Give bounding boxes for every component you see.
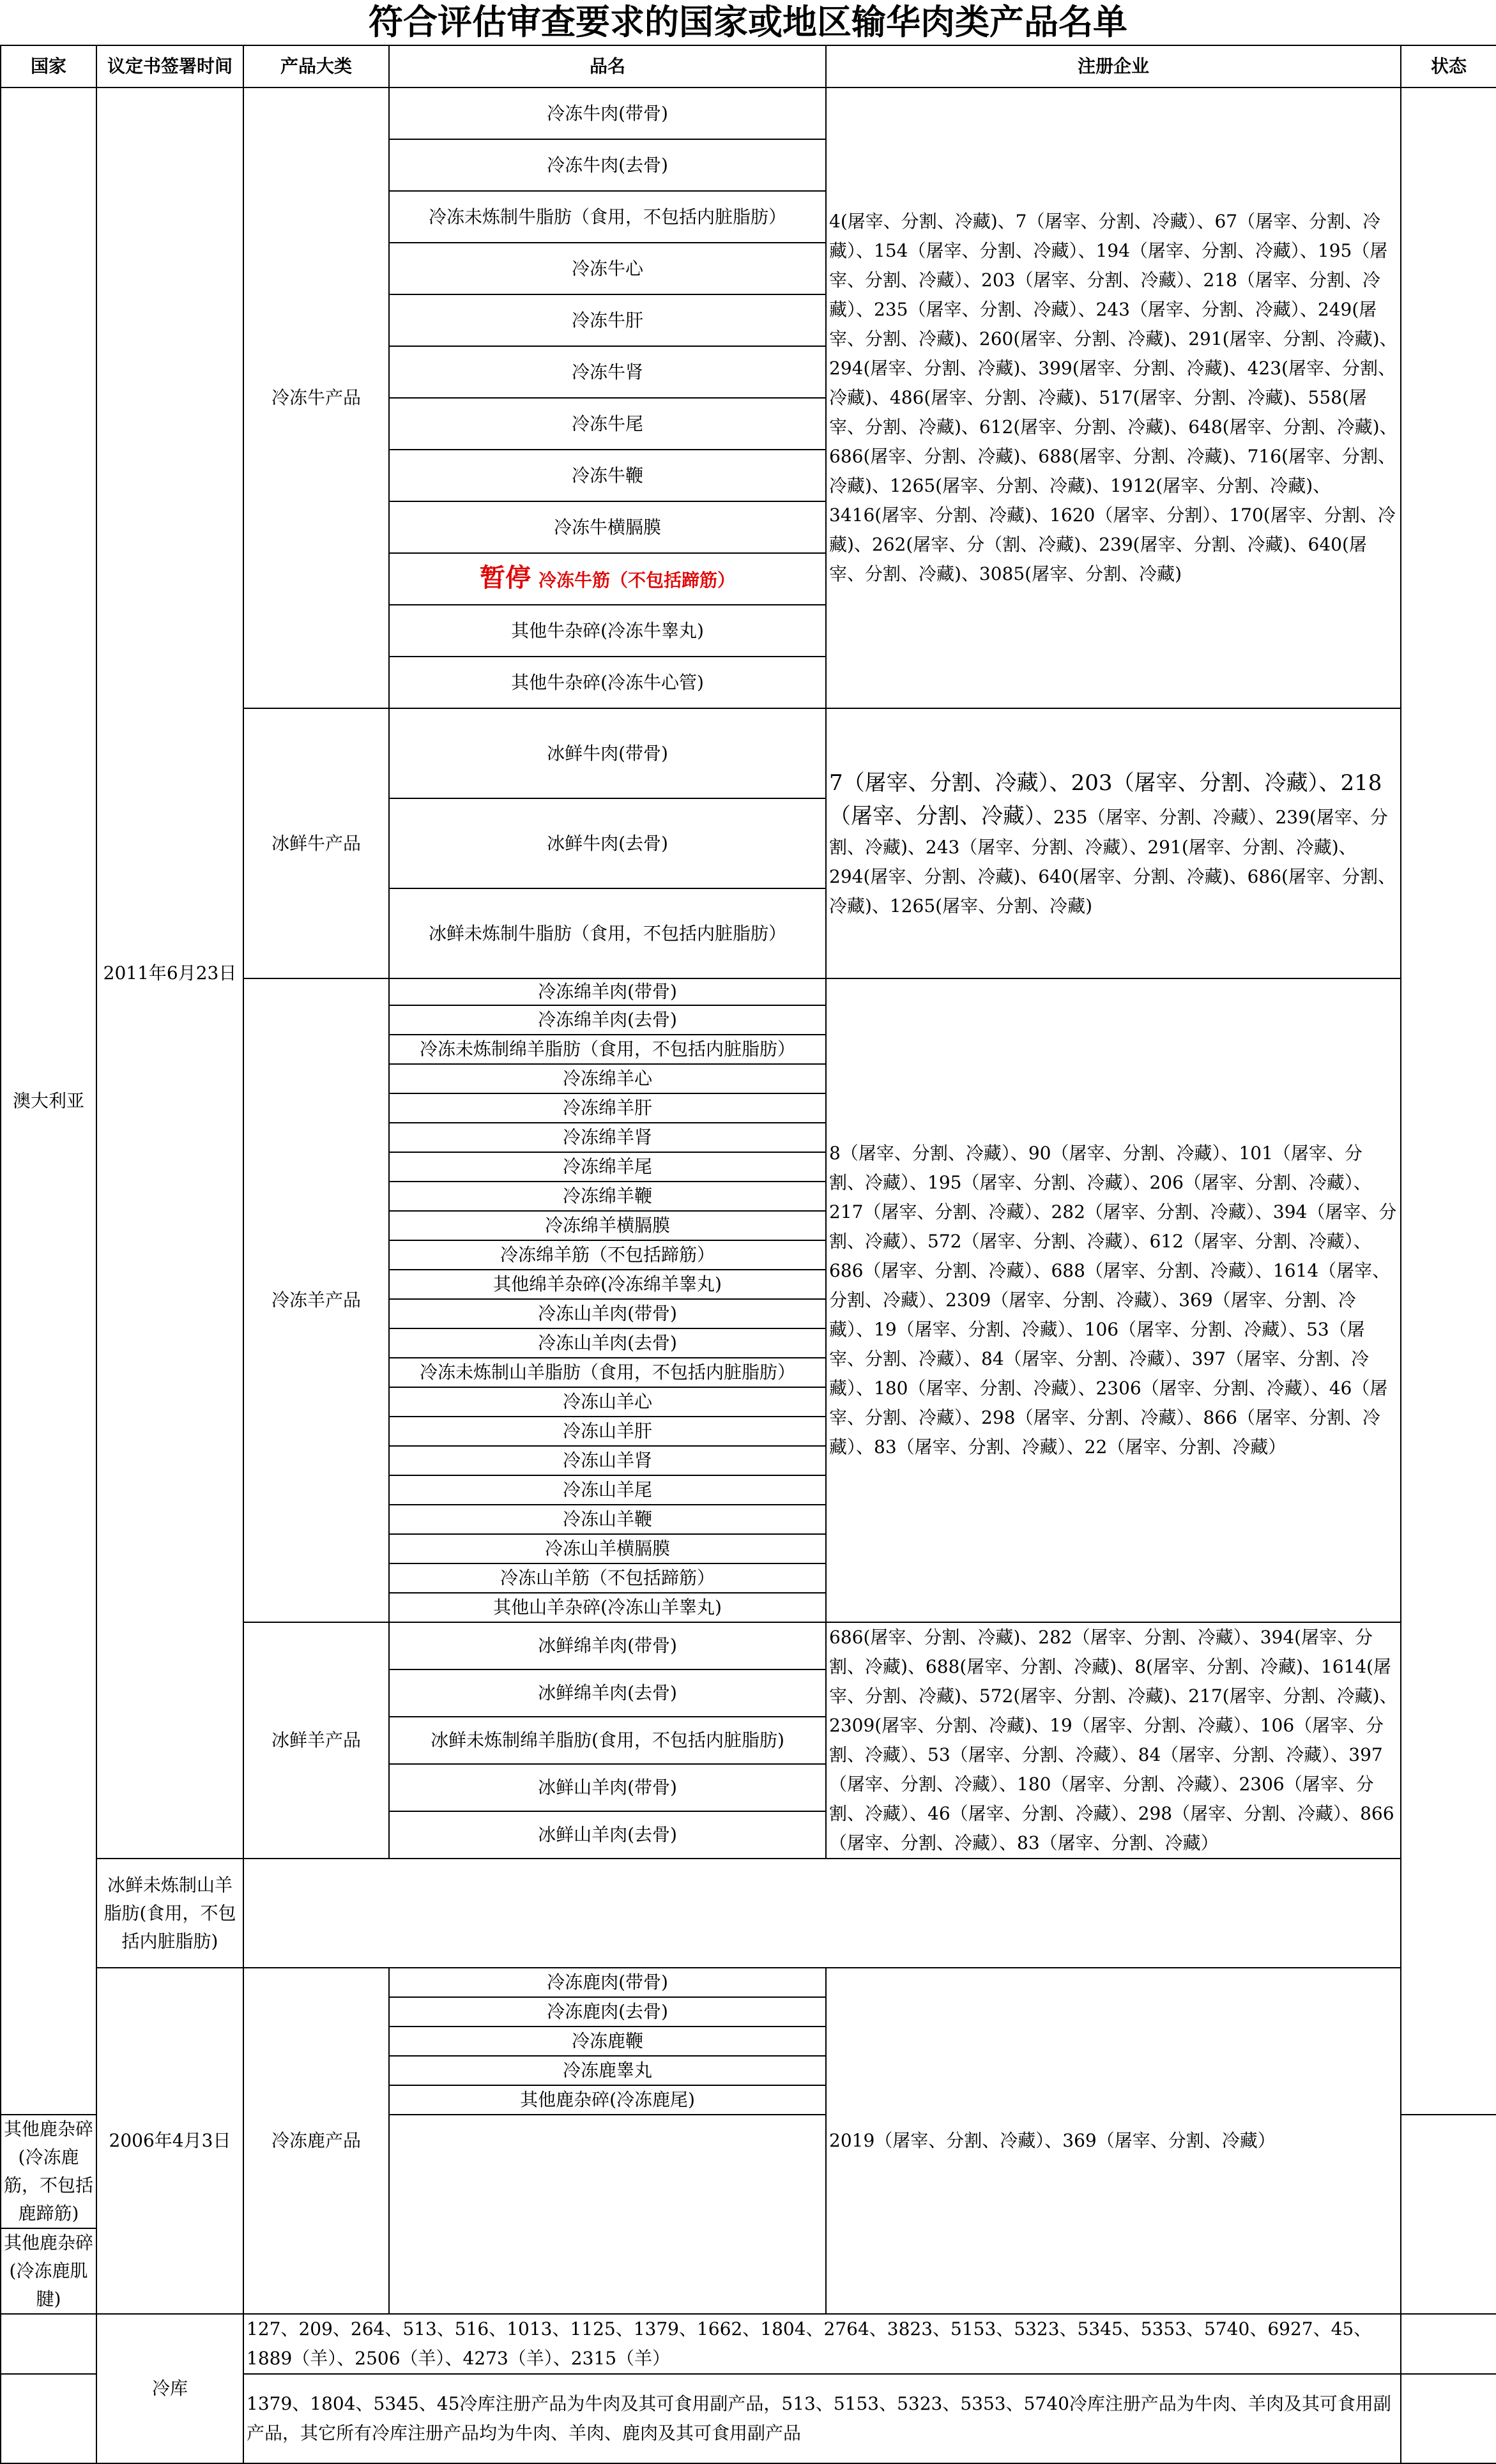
enterprise-list: 2019（屠宰、分割、冷藏）、369（屠宰、分割、冷藏）	[826, 1968, 1401, 2314]
product-name: 冷冻鹿肉(带骨)	[389, 1968, 826, 1997]
product-name: 冷冻牛肉(带骨)	[389, 87, 826, 139]
product-name: 冷冻未炼制山羊脂肪（食用，不包括内脏脂肪）	[389, 1358, 826, 1387]
product-name: 冷冻绵羊鞭	[389, 1182, 826, 1211]
product-name: 冰鲜牛肉(带骨)	[389, 708, 826, 798]
product-name: 冷冻牛心	[389, 243, 826, 294]
cold-storage-list: 127、209、264、513、516、1013、1125、1379、1662、1804、2764、3823、5153、5323、5345、5353、5740、6927、45、1889（羊）、2506（羊）、4273（羊）、2315（羊）	[243, 2314, 1401, 2374]
product-name: 冰鲜山羊肉(去骨)	[389, 1811, 826, 1859]
page-title: 符合评估审查要求的国家或地区输华肉类产品名单	[369, 2, 1127, 42]
product-name: 冷冻牛肾	[389, 346, 826, 398]
product-name: 冷冻山羊筋（不包括蹄筋）	[389, 1563, 826, 1593]
category-cell: 冰鲜羊产品	[243, 1622, 389, 1859]
country-cell-continued	[1, 2374, 96, 2463]
product-name: 其他鹿杂碎(冷冻鹿肌腱)	[1, 2228, 96, 2314]
cold-storage-label: 冷库	[96, 2314, 243, 2463]
suspended-badge: 暂停	[479, 562, 531, 593]
product-name: 冷冻未炼制绵羊脂肪（食用，不包括内脏脂肪）	[389, 1035, 826, 1064]
product-name: 冷冻绵羊肝	[389, 1093, 826, 1123]
date-cell: 2011年6月23日	[96, 87, 243, 1859]
header-row	[1, 45, 1496, 87]
product-name: 冷冻牛尾	[389, 398, 826, 450]
suspended-product	[389, 553, 826, 605]
enterprise-list: 686(屠宰、分割、冷藏)、282（屠宰、分割、冷藏）、394(屠宰、分割、冷藏)、688(屠宰、分割、冷藏)、8(屠宰、分割、冷藏)、1614(屠宰、分割、冷藏)、572(屠宰、分割、冷藏)、217(屠宰、分割、冷藏)、2309(屠宰、分割、冷藏)、19（屠宰、分割、冷藏）、106（屠宰、分割、冷藏）、53（屠宰、分割、冷藏）、84（屠宰、分割、冷藏）、397（屠宰、分割、冷藏）、180（屠宰、分割、冷藏）、2306（屠宰、分割、冷藏）、46（屠宰、分割、冷藏）、298（屠宰、分割、冷藏）、866（屠宰、分割、冷藏）、83（屠宰、分割、冷藏）	[826, 1622, 1401, 1859]
status-cell	[1401, 87, 1496, 2115]
product-name: 冷冻牛肉(去骨)	[389, 139, 826, 191]
table-row	[1, 1859, 1496, 1968]
category-cell: 冷冻鹿产品	[243, 1968, 389, 2314]
product-name: 冷冻未炼制牛脂肪（食用，不包括内脏脂肪）	[389, 191, 826, 243]
product-name: 冰鲜未炼制牛脂肪（食用，不包括内脏脂肪）	[389, 888, 826, 978]
product-name: 其他鹿杂碎(冷冻鹿筋，不包括鹿蹄筋)	[1, 2115, 96, 2228]
product-name: 其他山羊杂碎(冷冻山羊睾丸)	[389, 1593, 826, 1622]
cold-storage-note: 1379、1804、5345、45冷库注册产品为牛肉及其可食用副产品，513、5153、5323、5353、5740冷库注册产品为牛肉、羊肉及其可食用副产品，其它所有冷库注册产品均为牛肉、羊肉、鹿肉及其可食用副产品	[243, 2374, 1401, 2463]
enterprise-list-highlight: 7（屠宰、分割、冷藏）、203（屠宰、分割、冷藏）、218（屠宰、分割、冷藏）	[829, 770, 1382, 829]
product-name: 其他牛杂碎(冷冻牛睾丸)	[389, 605, 826, 657]
product-name: 冰鲜牛肉(去骨)	[389, 798, 826, 888]
product-list-table	[0, 45, 1496, 2464]
category-cell: 冷冻羊产品	[243, 978, 389, 1622]
product-name: 其他牛杂碎(冷冻牛心管)	[389, 657, 826, 708]
enterprise-list: 8（屠宰、分割、冷藏）、90（屠宰、分割、冷藏）、101（屠宰、分割、冷藏）、195（屠宰、分割、冷藏）、206（屠宰、分割、冷藏）、217（屠宰、分割、冷藏）、282（屠宰、分割、冷藏）、394（屠宰、分割、冷藏）、572（屠宰、分割、冷藏）、612（屠宰、分割、冷藏）、686（屠宰、分割、冷藏）、688（屠宰、分割、冷藏）、1614（屠宰、分割、冷藏）、2309（屠宰、分割、冷藏）、369（屠宰、分割、冷藏）、19（屠宰、分割、冷藏）、106（屠宰、分割、冷藏）、53（屠宰、分割、冷藏）、84（屠宰、分割、冷藏）、397（屠宰、分割、冷藏）、180（屠宰、分割、冷藏）、2306（屠宰、分割、冷藏）、46（屠宰、分割、冷藏）、298（屠宰、分割、冷藏）、866（屠宰、分割、冷藏）、83（屠宰、分割、冷藏）、22（屠宰、分割、冷藏）	[826, 978, 1401, 1622]
country-cell-continued	[1, 2314, 96, 2374]
product-name: 冷冻山羊肉(带骨)	[389, 1299, 826, 1328]
product-name: 冷冻绵羊心	[389, 1064, 826, 1093]
product-name: 冷冻绵羊肉(去骨)	[389, 1005, 826, 1035]
date-cell: 2006年4月3日	[96, 1968, 243, 2314]
product-name: 其他绵羊杂碎(冷冻绵羊睾丸)	[389, 1270, 826, 1299]
suspended-product-name: 冷冻牛筋（不包括蹄筋）	[538, 569, 735, 591]
category-cell: 冰鲜牛产品	[243, 708, 389, 978]
product-name: 冰鲜绵羊肉(带骨)	[389, 1622, 826, 1669]
header-date: 议定书签署时间	[96, 45, 243, 87]
product-name: 冷冻鹿肉(去骨)	[389, 1997, 826, 2027]
product-name: 冷冻山羊横膈膜	[389, 1534, 826, 1563]
status-cell-continued	[1401, 2314, 1496, 2374]
product-name: 冰鲜山羊肉(带骨)	[389, 1764, 826, 1811]
product-name: 冷冻绵羊肉(带骨)	[389, 978, 826, 1005]
product-name: 冷冻绵羊横膈膜	[389, 1211, 826, 1240]
enterprise-list	[826, 708, 1401, 978]
product-name: 冷冻绵羊筋（不包括蹄筋）	[389, 1240, 826, 1270]
product-name: 冰鲜未炼制绵羊脂肪(食用，不包括内脏脂肪)	[389, 1717, 826, 1764]
table-row	[1, 87, 1496, 139]
product-name: 冰鲜绵羊肉(去骨)	[389, 1669, 826, 1717]
product-name: 冷冻绵羊尾	[389, 1152, 826, 1182]
table-row	[1, 1968, 1496, 1997]
header-product-name: 品名	[389, 45, 826, 87]
category-cell: 冷冻牛产品	[243, 87, 389, 708]
product-name: 冷冻山羊尾	[389, 1475, 826, 1505]
product-name: 冷冻绵羊肾	[389, 1123, 826, 1152]
enterprise-list-rest: 、235（屠宰、分割、冷藏）、239(屠宰、分割、冷藏)、243（屠宰、分割、冷藏）、291(屠宰、分割、冷藏)、294(屠宰、分割、冷藏)、640(屠宰、分割、冷藏)、686(屠宰、分割、冷藏)、1265(屠宰、分割、冷藏)	[829, 806, 1396, 916]
table-row	[1, 2314, 1496, 2374]
country-cell: 澳大利亚	[1, 87, 96, 2115]
product-name: 冷冻山羊肝	[389, 1417, 826, 1446]
header-status: 状态	[1401, 45, 1496, 87]
product-name: 冷冻牛鞭	[389, 450, 826, 501]
enterprise-list: 4(屠宰、分割、冷藏)、7（屠宰、分割、冷藏）、67（屠宰、分割、冷藏）、154（屠宰、分割、冷藏）、194（屠宰、分割、冷藏）、195（屠宰、分割、冷藏）、203（屠宰、分割、冷藏）、218（屠宰、分割、冷藏）、235（屠宰、分割、冷藏）、243（屠宰、分割、冷藏）、249(屠宰、分割、冷藏)、260(屠宰、分割、冷藏)、291(屠宰、分割、冷藏)、294(屠宰、分割、冷藏)、399(屠宰、分割、冷藏)、423(屠宰、分割、冷藏)、486(屠宰、分割、冷藏)、517(屠宰、分割、冷藏)、558(屠宰、分割、冷藏)、612(屠宰、分割、冷藏)、648(屠宰、分割、冷藏)、686(屠宰、分割、冷藏)、688(屠宰、分割、冷藏)、716(屠宰、分割、冷藏)、1265(屠宰、分割、冷藏)、1912(屠宰、分割、冷藏)、3416(屠宰、分割、冷藏)、1620（屠宰、分割）、170(屠宰、分割、冷藏)、262(屠宰、分（割、冷藏)、239(屠宰、分割、冷藏)、640(屠宰、分割、冷藏)、3085(屠宰、分割、冷藏)	[826, 87, 1401, 708]
header-category: 产品大类	[243, 45, 389, 87]
status-cell-continued	[1401, 2374, 1496, 2463]
product-name: 冷冻山羊鞭	[389, 1505, 826, 1534]
product-name: 冰鲜未炼制山羊脂肪(食用，不包括内脏脂肪)	[96, 1859, 243, 1968]
product-name: 冷冻鹿鞭	[389, 2027, 826, 2056]
product-name: 其他鹿杂碎(冷冻鹿尾)	[389, 2085, 826, 2115]
product-name: 冷冻牛横膈膜	[389, 501, 826, 553]
header-enterprises: 注册企业	[826, 45, 1401, 87]
product-name: 冷冻鹿睾丸	[389, 2056, 826, 2085]
product-name: 冷冻山羊肾	[389, 1446, 826, 1475]
product-name: 冷冻山羊肉(去骨)	[389, 1328, 826, 1358]
product-name: 冷冻牛肝	[389, 294, 826, 346]
product-name: 冷冻山羊心	[389, 1387, 826, 1417]
header-country: 国家	[1, 45, 96, 87]
